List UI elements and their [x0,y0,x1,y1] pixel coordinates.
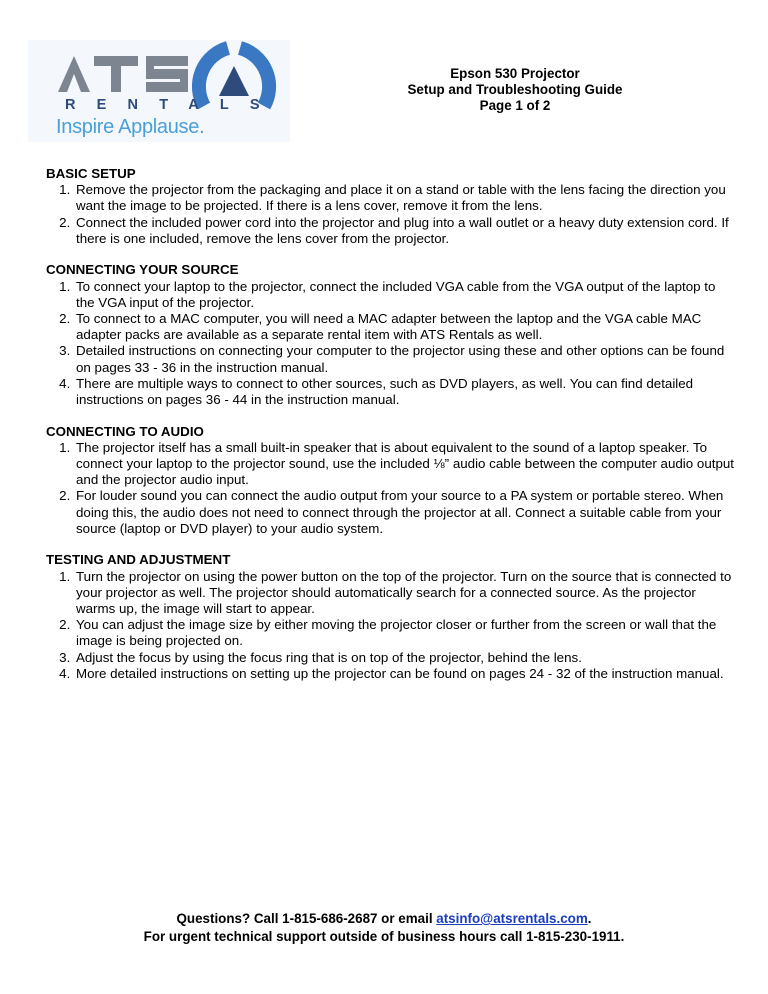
section-title: BASIC SETUP [46,166,136,181]
list-item: 1. Turn the projector on using the power button on the top of the projector. Turn on the source that is connected to your projector as well. The projector should automatically search for a connected source. As the projector warms up, the image will start to appear. [74,569,736,618]
numbered-list [46,182,736,247]
section-title: CONNECTING TO AUDIO [46,423,204,439]
list-item: 1. The projector itself has a small built-in speaker that is about equivalent to the sound of a laptop speaker. To connect your laptop to the projector sound, use the included ⅛” audio cable between the computer audio output and the projector audio input. [74,440,736,489]
header-subtitle: Setup and Troubleshooting Guide [407,82,623,97]
email-link[interactable]: atsinfo@atsrentals.com [436,911,588,926]
list-item: 4. More detailed instructions on setting up the projector can be found on pages 24 - 32 of the instruction manual. [74,666,736,682]
list-item: 2. For louder sound you can connect the audio output from your source to a PA system or portable stereo. When doing this, the audio does not need to connect through the projector at all. Connect a suitable cable from your source (laptop or DVD player) to your audio system. [74,488,736,537]
list-item: 3. Adjust the focus by using the focus ring that is on top of the projector, behind the lens. [74,650,736,666]
numbered-list [46,279,736,409]
section-connecting-source [46,262,736,408]
list-item: 1. To connect your laptop to the projector, connect the included VGA cable from the VGA output of the laptop to the VGA input of the projector. [74,279,736,311]
footer-phone-text: Questions? Call 1-815-686-2687 or email [176,911,437,926]
list-item: 3. Detailed instructions on connecting your computer to the projector using these and other options can be found on pages 33 - 36 in the instruction manual. [74,343,736,375]
section-title: TESTING AND ADJUSTMENT [46,552,231,568]
list-item: 2. To connect to a MAC computer, you will need a MAC adapter between the laptop and the VGA cable MAC adapter packs are available as a separate rental item with ATS Rentals as well. [74,311,736,343]
document-body [46,166,736,697]
document-header [340,66,690,114]
header-title: Epson 530 Projector [450,66,580,81]
numbered-list [46,440,736,537]
list-item: 1. Remove the projector from the packaging and place it on a stand or table with the lens facing the direction you want the image to be projected. If there is a lens cover, remove it from the lens. [74,182,736,214]
header-page-number: Page 1 of 2 [479,98,551,113]
section-testing-adjustment [46,552,736,682]
footer-contact-line [0,910,768,928]
logo-rentals-text: RENTALS [65,97,281,113]
footer-period: . [587,911,592,926]
logo-tagline: Inspire Applause. [56,116,205,138]
footer-urgent-support: For urgent technical support outside of business hours call 1-815-230-1911. [143,928,625,944]
ats-rentals-logo [28,40,290,142]
numbered-list [46,569,736,682]
list-item: 4. There are multiple ways to connect to other sources, such as DVD players, as well. You can find detailed instructions on pages 36 - 44 in the instruction manual. [74,376,736,408]
section-title: CONNECTING YOUR SOURCE [46,262,239,278]
section-basic-setup [46,166,736,247]
list-item: 2. You can adjust the image size by either moving the projector closer or further from the screen or wall that the image is being projected on. [74,617,736,649]
list-item: 2. Connect the included power cord into the projector and plug into a wall outlet or a heavy duty extension cord. If there is one included, remove the lens cover from the projector. [74,215,736,247]
document-footer [0,910,768,945]
section-connecting-audio [46,424,736,537]
